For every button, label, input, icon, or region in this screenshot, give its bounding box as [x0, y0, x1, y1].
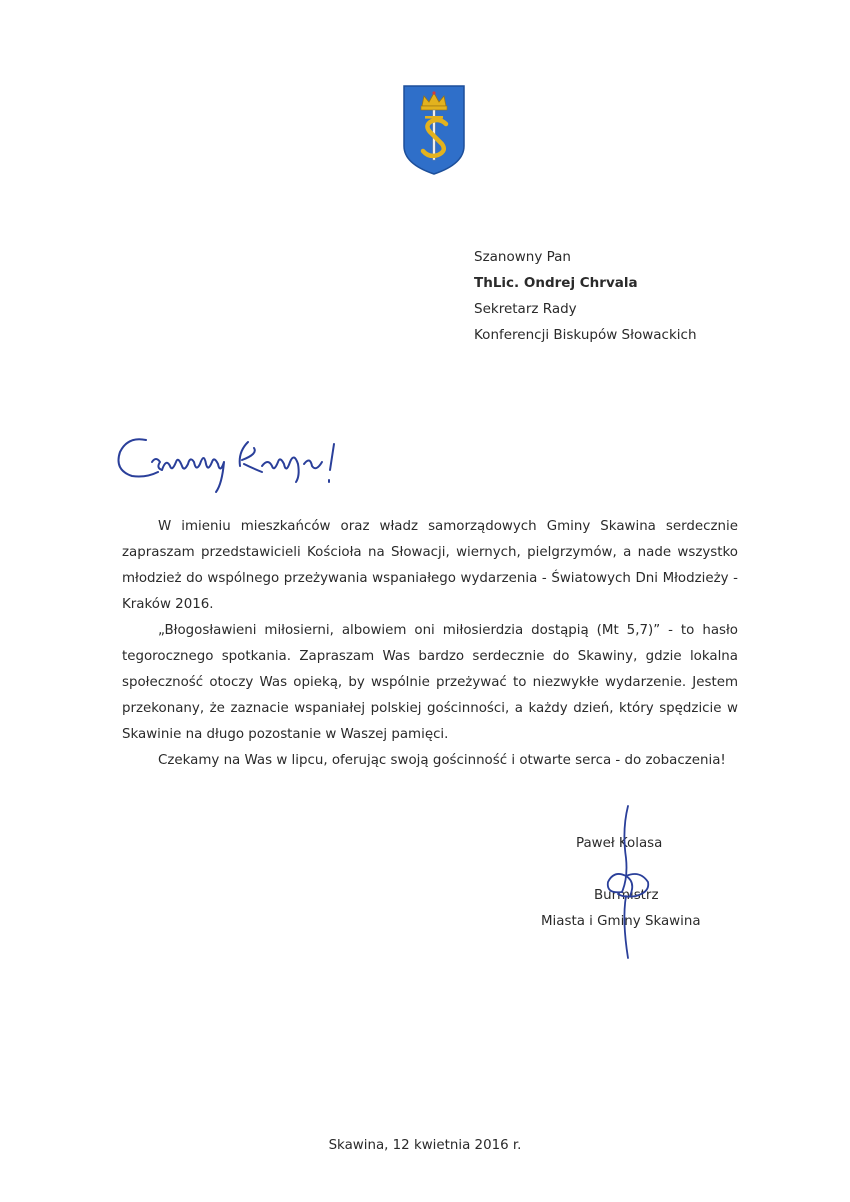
body-paragraph-1: W imieniu mieszkańców oraz władz samorządowych Gminy Skawina serdecznie zapraszam przedstawicieli Kościoła na Słowacji, wiernych, pielgrzymów, a nade wszystko młodzież do wspólnego przeżywania wspaniałego wydarzenia - Światowych Dni Młodzieży - Kraków 2016.	[122, 519, 738, 612]
skawina-coat-of-arms-icon	[402, 84, 466, 176]
addressee-institution: Konferencji Biskupów Słowackich	[474, 327, 697, 343]
signatory-name: Paweł Kolasa	[576, 836, 663, 851]
addressee-greeting: Szanowny Pan	[474, 249, 571, 265]
addressee-block	[474, 244, 697, 348]
body-paragraph-2: „Błogosławieni miłosierni, albowiem oni miłosierdzia dostąpią (Mt 5,7)” - to hasło tegorocznego spotkania. Zapraszam Was bardzo serdecznie do Skawiny, gdzie lokalna społeczność otoczy Was opieką, by wspólnie przeżywać to niezwykłe wydarzenie. Jestem przekonany, że zaznacie wspaniałej polskiej gościnności, a każdy dzień, który spędzicie w Skawinie na długo pozostanie w Waszej pamięci.	[122, 623, 738, 742]
signatory-title: Burmistrz	[594, 888, 659, 903]
addressee-position: Sekretarz Rady	[474, 301, 577, 317]
letter-body	[122, 514, 738, 774]
signatory-office: Miasta i Gminy Skawina	[541, 914, 701, 929]
handwritten-signature	[592, 800, 672, 960]
addressee-name: ThLic. Ondrej Chrvala	[474, 275, 638, 291]
body-paragraph-3: Czekamy na Was w lipcu, oferując swoją gościnność i otwarte serca - do zobaczenia!	[158, 753, 726, 768]
handwritten-salutation	[112, 422, 342, 502]
place-and-date: Skawina, 12 kwietnia 2016 r.	[328, 1138, 522, 1153]
